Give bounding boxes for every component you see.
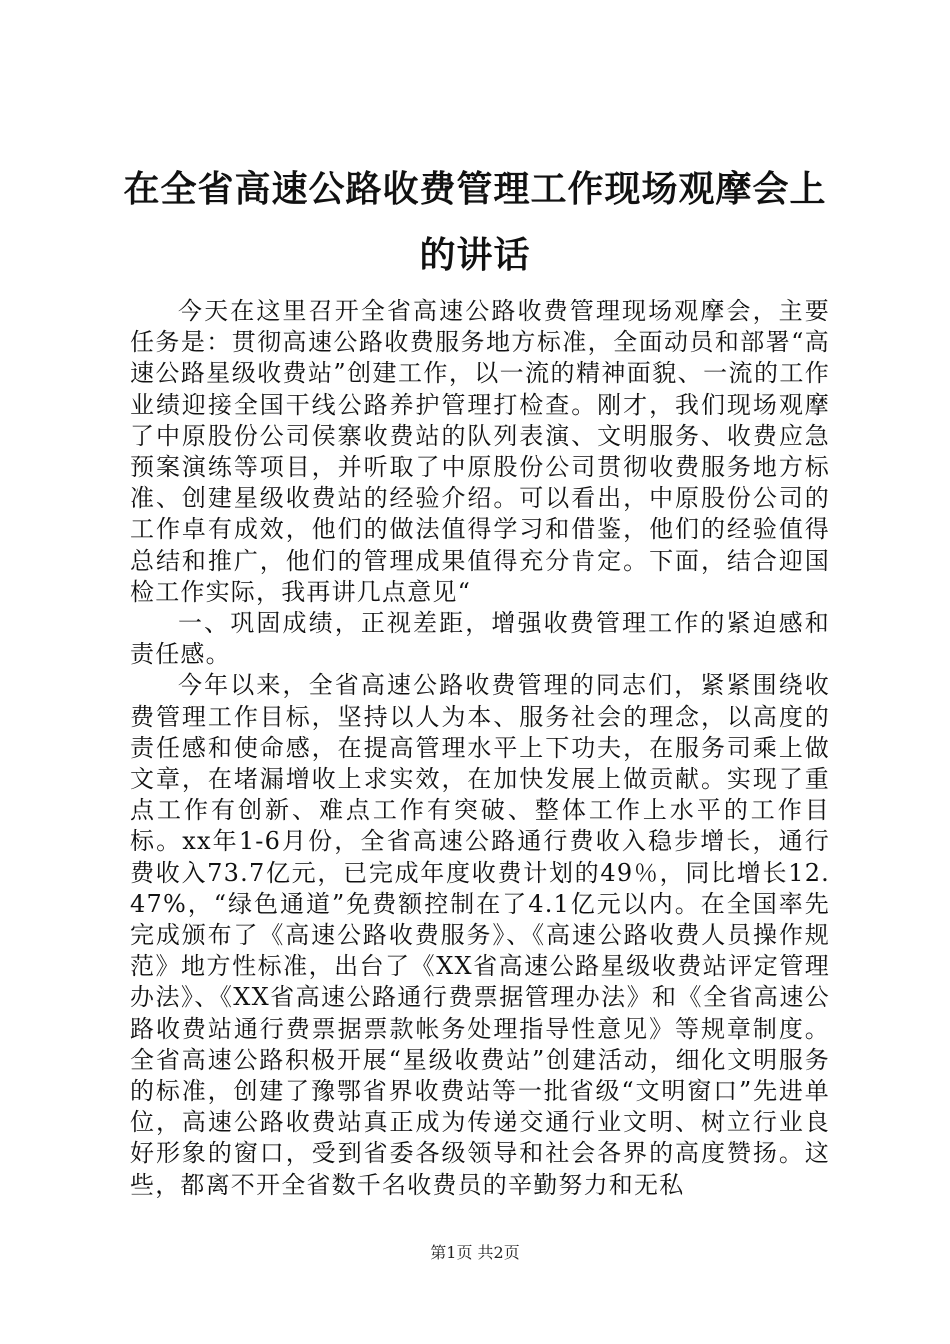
page-footer: 第1页 共2页 — [430, 1243, 520, 1262]
document-body — [130, 296, 830, 1201]
paragraph-achievements: 今年以来，全省高速公路收费管理的同志们，紧紧围绕收费管理工作目标，坚持以人为本、服务社会的理念，以高度的责任感和使命感，在提高管理水平上下功夫，在服务司乘上做文章，在堵漏增收上求实效，在加快发展上做贡献。实现了重点工作有创新、难点工作有突破、整体工作上水平的工作目标。xx年1-6月份，全省高速公路通行费收入稳步增长，通行费收入73.7亿元，已完成年度收费计划的49％，同比增长12.47%，“绿色通道”免费额控制在了4.1亿元以内。在全国率先完成颁布了《高速公路收费服务》、《高速公路收费人员操作规范》地方性标准，出台了《XX省高速公路星级收费站评定管理办法》、《XX省高速公路通行费票据管理办法》和《全省高速公路收费站通行费票据票款帐务处理指导性意见》等规章制度。全省高速公路积极开展“星级收费站”创建活动，细化文明服务的标准，创建了豫鄂省界收费站等一批省级“文明窗口”先进单位，高速公路收费站真正成为传递交通行业文明、树立行业良好形象的窗口，受到省委各级领导和社会各界的高度赞扬。这些，都离不开全省数千名收费员的辛勤努力和无私 — [130, 671, 830, 1199]
paragraph-section-heading: 一、巩固成绩，正视差距，增强收费管理工作的紧迫感和责任感。 — [130, 609, 830, 669]
document-title: 在全省高速公路收费管理工作现场观摩会上的讲话 — [123, 168, 827, 276]
paragraph-intro: 今天在这里召开全省高速公路收费管理现场观摩会，主要任务是：贯彻高速公路收费服务地方标准，全面动员和部署“高速公路星级收费站”创建工作，以一流的精神面貌、一流的工作业绩迎接全国干线公路养护管理打检查。刚才，我们现场观摩了中原股份公司侯寨收费站的队列表演、文明服务、收费应急预案演练等项目，并听取了中原股份公司贯彻收费服务地方标准、创建星级收费站的经验介绍。可以看出，中原股份公司的工作卓有成效，他们的做法值得学习和借鉴，他们的经验值得总结和推广，他们的管理成果值得充分肯定。下面，结合迎国检工作实际，我再讲几点意见“ — [130, 297, 830, 606]
